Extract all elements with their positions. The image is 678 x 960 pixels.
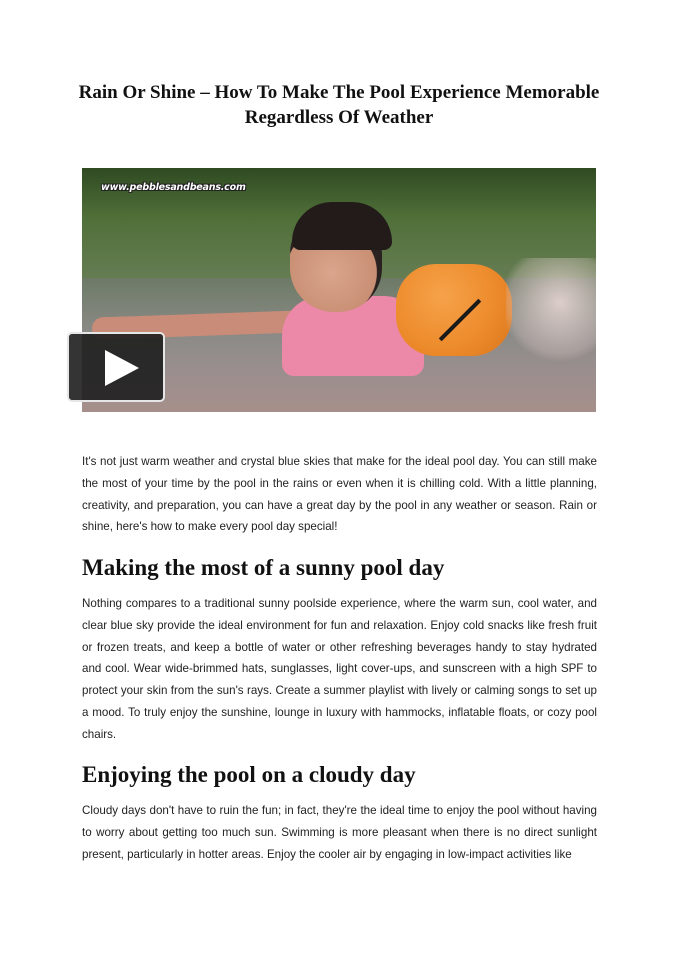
section-body-sunny: Nothing compares to a traditional sunny poolside experience, where the warm sun, cool water, and clear blue sky provide the ideal environment for fun and relaxation. Enjoy cold snacks like fresh fruit or frozen treats, and keep a bottle of water or other refreshing beverages handy to stay hydrated and cool. Wear wide-brimmed hats, sunglasses, light cover-ups, and sunscreen with a high SPF to protect your skin from the sun's rays. Create a summer playlist with lively or calming songs to set up a mood. To truly enjoy the sunshine, lounge in luxury with hammocks, inflatable floats, or cozy pool chairs. <box>82 597 597 741</box>
play-icon <box>105 350 139 386</box>
section-body-cloudy: Cloudy days don't have to ruin the fun; in fact, they're the ideal time to enjoy the pool without having to worry about getting too much sun. Swimming is more pleasant when there is no direct sunlight present, particularly in hotter areas. Enjoy the cooler air by engaging in low-impact activities like <box>82 804 597 861</box>
page-title: Rain Or Shine – How To Make The Pool Experience Memorable Regardless Of Weather <box>78 82 600 128</box>
image-watermark: www.pebblesandbeans.com <box>101 182 246 193</box>
section-heading-cloudy: Enjoying the pool on a cloudy day <box>82 762 416 787</box>
video-play-button[interactable] <box>67 332 165 402</box>
orange-float <box>396 264 512 356</box>
section-heading-sunny: Making the most of a sunny pool day <box>82 555 445 580</box>
intro-paragraph: It's not just warm weather and crystal blue skies that make for the ideal pool day. You can still make the most of your time by the pool in the rains or even when it is chilling cold. With a little planning, creativity, and preparation, you can have a great day by the pool in any weather or season. Rain or shine, here's how to make every pool day special! <box>82 455 597 534</box>
water-splash <box>506 258 596 368</box>
